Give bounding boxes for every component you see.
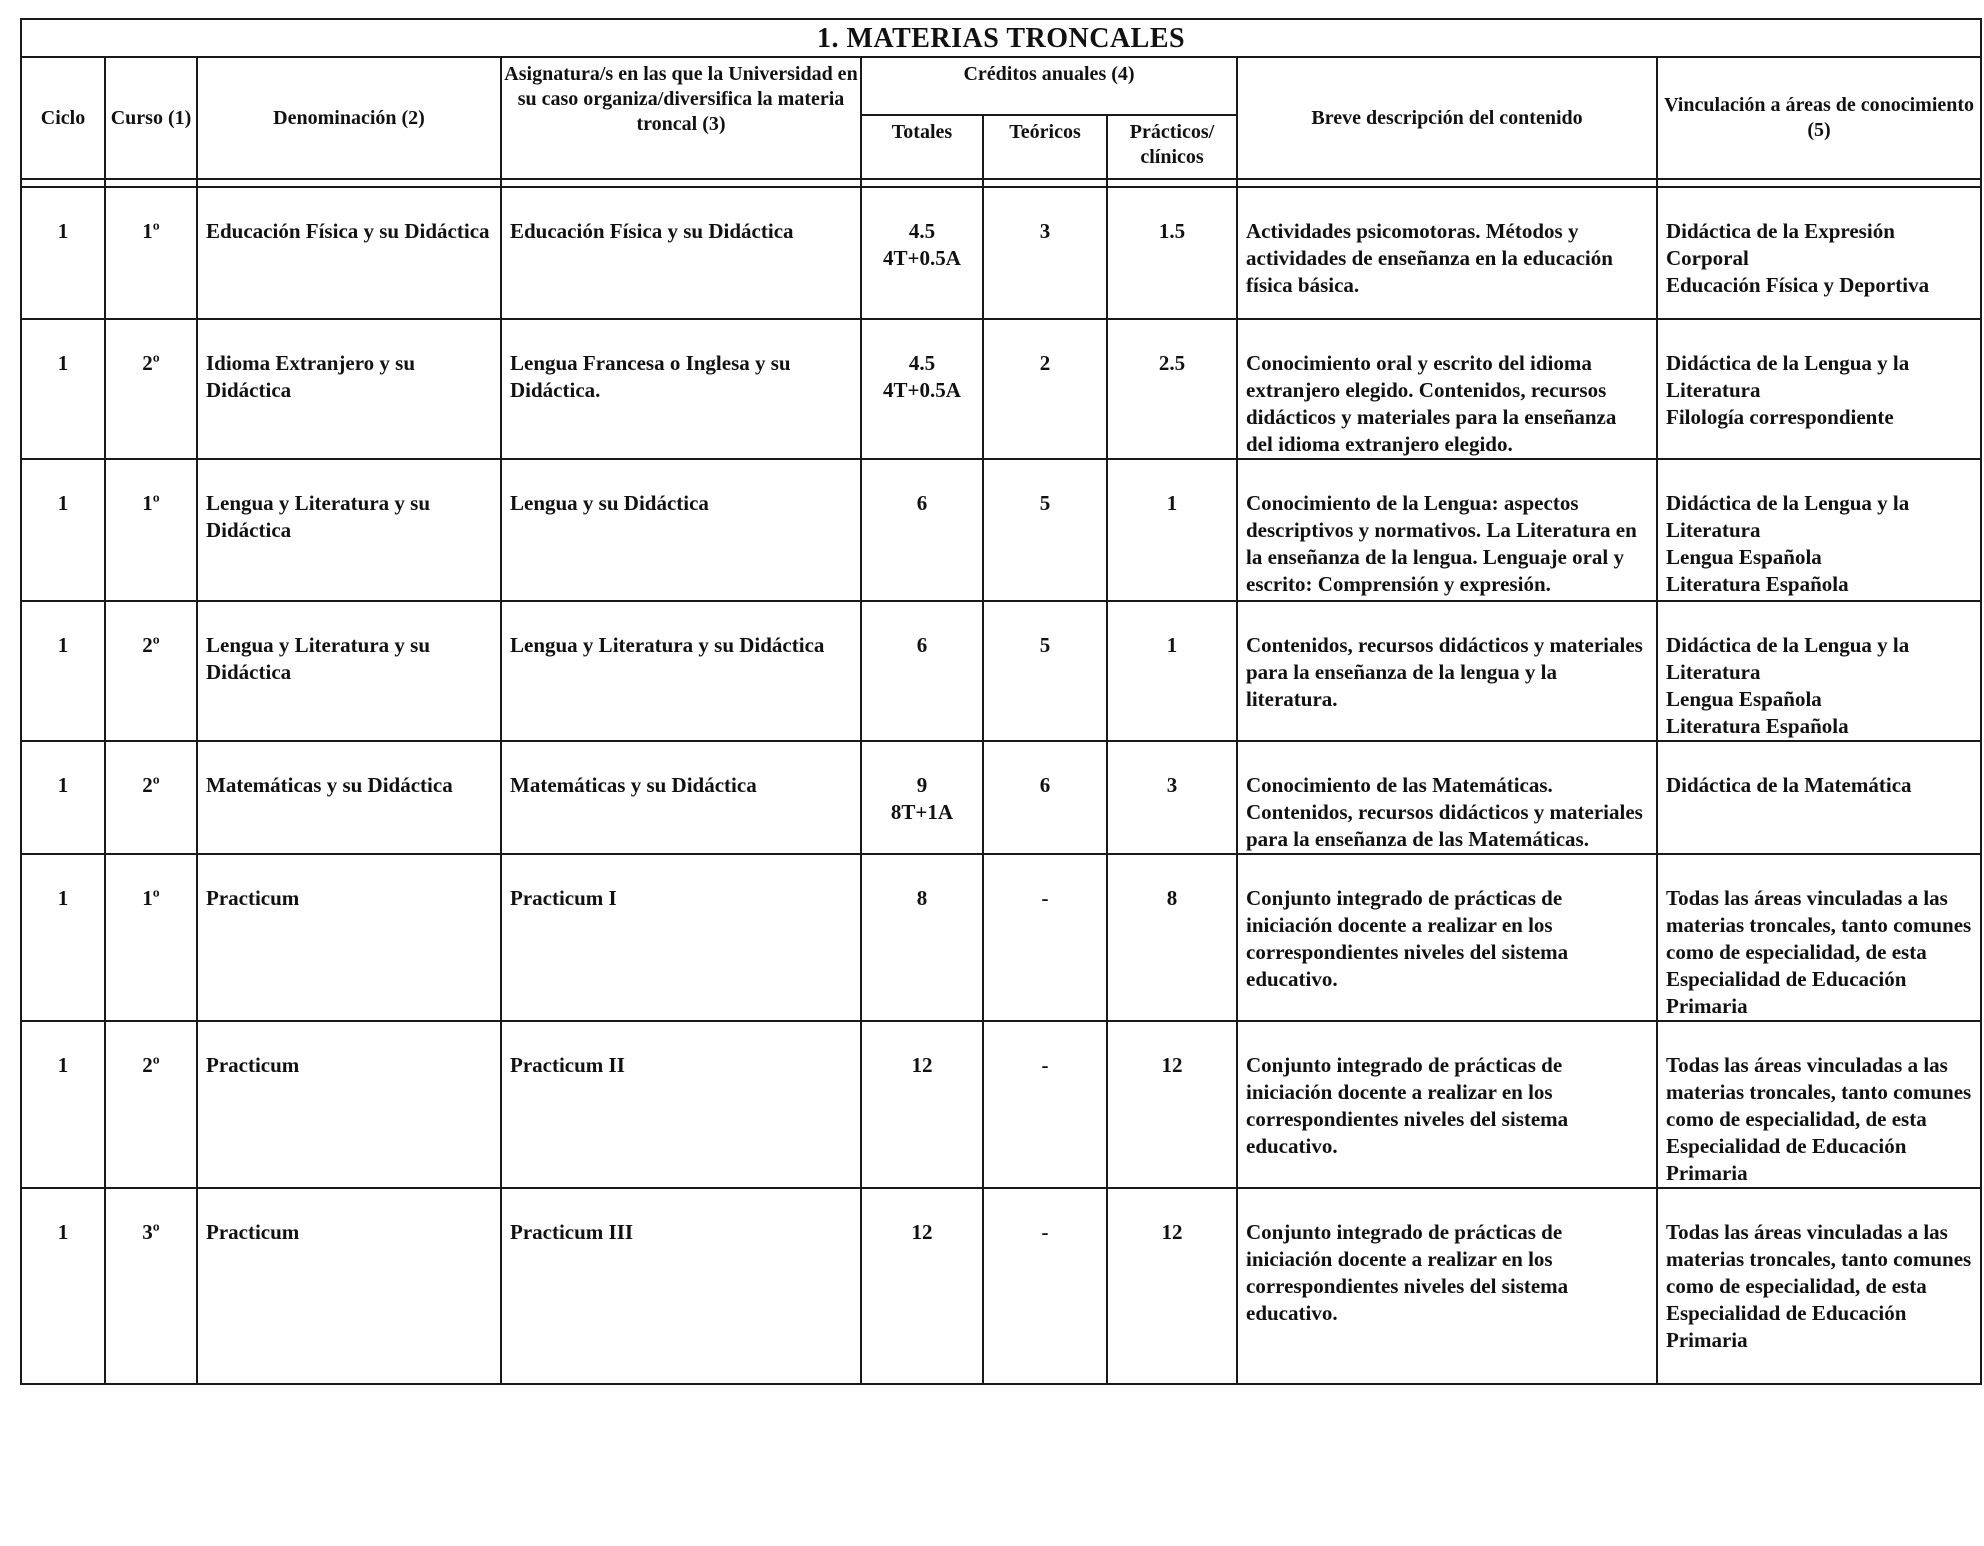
area-conocimiento: Literatura Española — [1666, 572, 1849, 596]
totales-value: 4.5 — [908, 351, 936, 375]
curso-cell: 1º — [105, 459, 197, 601]
ciclo-cell: 1 — [21, 1188, 105, 1384]
header-totales: Totales — [861, 115, 983, 179]
totales-value: 8 — [916, 886, 928, 910]
practicos-cell: 2.5 — [1107, 319, 1237, 459]
descripcion-cell: Contenidos, recursos didácticos y materiales para la enseñanza de la lengua y la literatura. — [1237, 601, 1657, 741]
asignatura-cell: Practicum I — [501, 854, 861, 1021]
descripcion-cell: Conjunto integrado de prácticas de iniciación docente a realizar en los correspondientes niveles del sistema educativo. — [1237, 1021, 1657, 1188]
totales-cell — [861, 1188, 983, 1384]
ciclo-cell: 1 — [21, 854, 105, 1021]
descripcion-cell: Conocimiento oral y escrito del idioma extranjero elegido. Contenidos, recursos didácticos y materiales para la enseñanza del idioma extranjero elegido. — [1237, 319, 1657, 459]
area-conocimiento: Educación Física y Deportiva — [1666, 273, 1930, 297]
area-conocimiento: Todas las áreas vinculadas a las materias troncales, tanto comunes como de especialidad, de esta Especialidad de Educación Primaria — [1666, 886, 1972, 1018]
descripcion-cell: Conjunto integrado de prácticas de iniciación docente a realizar en los correspondientes niveles del sistema educativo. — [1237, 1188, 1657, 1384]
practicos-cell: 1 — [1107, 459, 1237, 601]
area-conocimiento: Lengua Española — [1666, 545, 1822, 569]
table-row — [21, 741, 1981, 854]
practicos-cell: 12 — [1107, 1188, 1237, 1384]
area-conocimiento: Didáctica de la Lengua y la Literatura — [1666, 491, 1910, 542]
area-conocimiento: Todas las áreas vinculadas a las materias troncales, tanto comunes como de especialidad, de esta Especialidad de Educación Primaria — [1666, 1053, 1972, 1185]
curso-cell: 1º — [105, 854, 197, 1021]
header-asignatura: Asignatura/s en las que la Universidad en su caso organiza/diversifica la materia troncal (3) — [501, 57, 861, 179]
totales-breakdown: 8T+1A — [890, 800, 954, 824]
denominacion-cell: Practicum — [197, 854, 501, 1021]
teoricos-cell: - — [983, 854, 1107, 1021]
document-page — [20, 18, 1980, 1544]
practicos-cell: 1 — [1107, 601, 1237, 741]
table-row — [21, 1188, 1981, 1384]
totales-breakdown: 4T+0.5A — [883, 246, 961, 270]
asignatura-cell: Lengua Francesa o Inglesa y su Didáctica. — [501, 319, 861, 459]
totales-value: 12 — [911, 1220, 933, 1244]
table-row — [21, 459, 1981, 601]
descripcion-cell: Conocimiento de las Matemáticas. Contenidos, recursos didácticos y materiales para la enseñanza de las Matemáticas. — [1237, 741, 1657, 854]
area-conocimiento: Literatura Española — [1666, 714, 1849, 738]
vinculacion-cell — [1657, 854, 1981, 1021]
area-conocimiento: Didáctica de la Lengua y la Literatura — [1666, 351, 1910, 402]
teoricos-cell: 3 — [983, 187, 1107, 319]
curso-cell: 2º — [105, 319, 197, 459]
totales-value: 6 — [916, 633, 928, 657]
totales-cell — [861, 854, 983, 1021]
area-conocimiento: Didáctica de la Lengua y la Literatura — [1666, 633, 1910, 684]
table-title: 1. MATERIAS TRONCALES — [21, 19, 1981, 57]
vinculacion-cell — [1657, 319, 1981, 459]
area-conocimiento: Didáctica de la Expresión Corporal — [1666, 219, 1895, 270]
table-row — [21, 601, 1981, 741]
curso-cell: 2º — [105, 1021, 197, 1188]
denominacion-cell: Practicum — [197, 1021, 501, 1188]
asignatura-cell: Lengua y Literatura y su Didáctica — [501, 601, 861, 741]
area-conocimiento: Todas las áreas vinculadas a las materias troncales, tanto comunes como de especialidad, de esta Especialidad de Educación Primaria — [1666, 1220, 1972, 1352]
vinculacion-cell — [1657, 601, 1981, 741]
teoricos-cell: - — [983, 1021, 1107, 1188]
table-body — [21, 179, 1981, 1384]
totales-cell — [861, 459, 983, 601]
ciclo-cell: 1 — [21, 319, 105, 459]
totales-value: 4.5 — [908, 219, 936, 243]
table-row — [21, 854, 1981, 1021]
teoricos-cell: 5 — [983, 459, 1107, 601]
header-vinculacion: Vinculación a áreas de conocimiento (5) — [1657, 57, 1981, 179]
header-curso: Curso (1) — [105, 57, 197, 179]
denominacion-cell: Lengua y Literatura y su Didáctica — [197, 459, 501, 601]
teoricos-cell: - — [983, 1188, 1107, 1384]
totales-value: 9 — [916, 773, 928, 797]
ciclo-cell: 1 — [21, 459, 105, 601]
teoricos-cell: 5 — [983, 601, 1107, 741]
denominacion-cell: Educación Física y su Didáctica — [197, 187, 501, 319]
totales-value: 12 — [911, 1053, 933, 1077]
totales-cell — [861, 601, 983, 741]
asignatura-cell: Practicum III — [501, 1188, 861, 1384]
header-practicos: Prácticos/ clínicos — [1107, 115, 1237, 179]
vinculacion-cell — [1657, 187, 1981, 319]
descripcion-cell: Conjunto integrado de prácticas de iniciación docente a realizar en los correspondientes niveles del sistema educativo. — [1237, 854, 1657, 1021]
header-teoricos: Teóricos — [983, 115, 1107, 179]
table-row — [21, 1021, 1981, 1188]
curso-cell: 2º — [105, 601, 197, 741]
practicos-cell: 1.5 — [1107, 187, 1237, 319]
denominacion-cell: Lengua y Literatura y su Didáctica — [197, 601, 501, 741]
asignatura-cell: Lengua y su Didáctica — [501, 459, 861, 601]
practicos-cell: 3 — [1107, 741, 1237, 854]
denominacion-cell: Matemáticas y su Didáctica — [197, 741, 501, 854]
totales-cell — [861, 1021, 983, 1188]
descripcion-cell: Conocimiento de la Lengua: aspectos descriptivos y normativos. La Literatura en la enseñanza de la lengua. Lenguaje oral y escrito: Comprensión y expresión. — [1237, 459, 1657, 601]
totales-breakdown: 4T+0.5A — [883, 378, 961, 402]
denominacion-cell: Idioma Extranjero y su Didáctica — [197, 319, 501, 459]
teoricos-cell: 6 — [983, 741, 1107, 854]
vinculacion-cell — [1657, 1021, 1981, 1188]
materias-troncales-table — [20, 18, 1982, 1385]
vinculacion-cell — [1657, 741, 1981, 854]
vinculacion-cell — [1657, 459, 1981, 601]
area-conocimiento: Didáctica de la Matemática — [1666, 773, 1912, 797]
ciclo-cell: 1 — [21, 741, 105, 854]
header-denominacion: Denominación (2) — [197, 57, 501, 179]
header-ciclo: Ciclo — [21, 57, 105, 179]
table-row — [21, 319, 1981, 459]
asignatura-cell: Matemáticas y su Didáctica — [501, 741, 861, 854]
totales-value: 6 — [916, 491, 928, 515]
descripcion-cell: Actividades psicomotoras. Métodos y actividades de enseñanza en la educación física básica. — [1237, 187, 1657, 319]
totales-cell — [861, 319, 983, 459]
header-creditos: Créditos anuales (4) — [861, 57, 1237, 115]
ciclo-cell: 1 — [21, 601, 105, 741]
ciclo-cell: 1 — [21, 187, 105, 319]
ciclo-cell: 1 — [21, 1021, 105, 1188]
totales-cell — [861, 741, 983, 854]
table-row — [21, 187, 1981, 319]
totales-cell — [861, 187, 983, 319]
curso-cell: 3º — [105, 1188, 197, 1384]
area-conocimiento: Filología correspondiente — [1666, 405, 1894, 429]
asignatura-cell: Practicum II — [501, 1021, 861, 1188]
header-descripcion: Breve descripción del contenido — [1237, 57, 1657, 179]
curso-cell: 2º — [105, 741, 197, 854]
area-conocimiento: Lengua Española — [1666, 687, 1822, 711]
teoricos-cell: 2 — [983, 319, 1107, 459]
curso-cell: 1º — [105, 187, 197, 319]
practicos-cell: 8 — [1107, 854, 1237, 1021]
practicos-cell: 12 — [1107, 1021, 1237, 1188]
denominacion-cell: Practicum — [197, 1188, 501, 1384]
asignatura-cell: Educación Física y su Didáctica — [501, 187, 861, 319]
vinculacion-cell — [1657, 1188, 1981, 1384]
